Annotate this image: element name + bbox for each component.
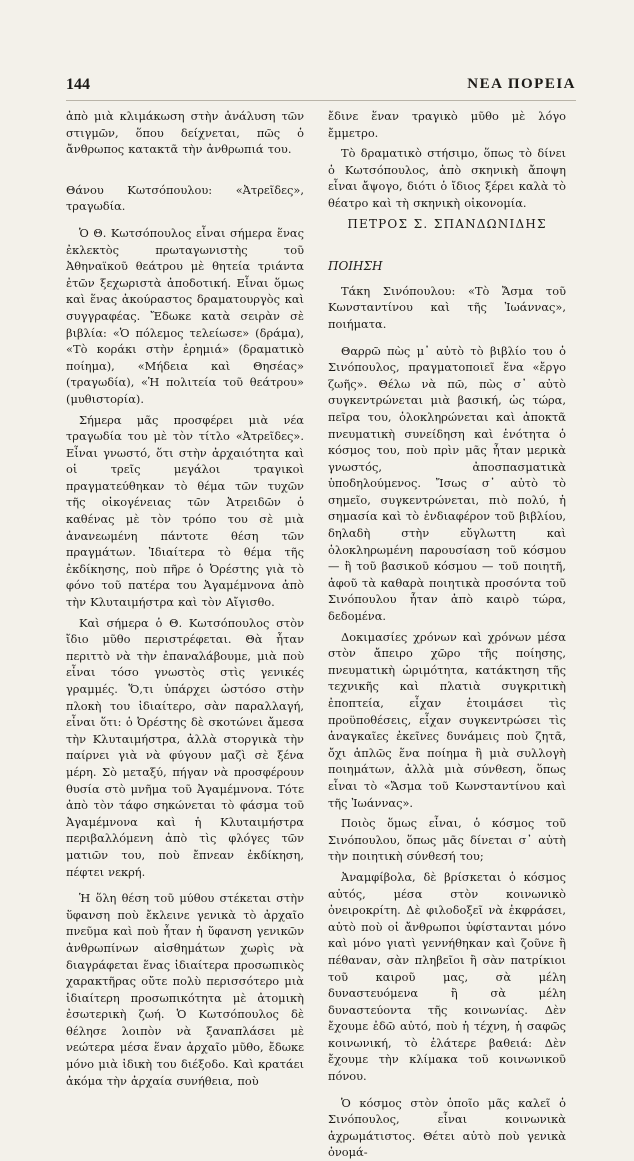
review-heading: Θάνου Κωτσόπουλου: «Ἀτρεῖδες», τραγωδία. <box>66 182 304 214</box>
paragraph: Ἀναμφίβολα, δὲ βρίσκεται ὁ κόσμος αὐτός, μέσα στὸν κοινωνικὸ ὀνειροκρίτη. Δὲ φιλοδοξεῖ νὰ ἐκφράσει, αὐτὸ ποὺ οἱ ἄνθρωποι ὑφίστανται μόνο καὶ μόνο γιατὶ γεννήθηκαν καὶ ζοῦνε ἢ πέθαναν, σὰν πληβεῖοι ἢ σὰν πατρίκιοι τοῦ καιροῦ μας, σὰ μέλη δυναστευόμενα ἢ σὰ μέλη δυναστεύοντα τῆς κοινωνίας. Δὲν ἔχουμε ἐδῶ αὐτό, ποὺ ἡ τέχνη, ἡ σαφῶς κοινωνική, τὸ ἐλάτερε βαθειά: Δὲν ἔχουμε τὴν κλίμακα τοῦ κοινωνικοῦ πόνου. <box>328 869 566 1084</box>
paragraph: Ὁ κόσμος στὸν ὁποῖο μᾶς καλεῖ ὁ Σινόπουλος, εἶναι κοινωνικὰ ἀχρωμάτιστος. Θέτει αὐτὸ ποὺ γενικὰ ὀνομά- <box>328 1095 566 1160</box>
header-rule <box>66 100 576 101</box>
page-header <box>66 76 576 98</box>
right-column <box>328 108 566 1160</box>
paragraph: Δοκιμασίες χρόνων καὶ χρόνων μέσα στὸν ἄπειρο χῶρο τῆς ποίησης, πνευματικὴ ὡριμότητα, κατάκτηση τῆς τεχνικῆς καὶ πλατιὰ συγκριτικὴ ἐποπτεία, εἶχαν ἑτοιμάσει τὶς προϋποθέσεις, εἶχαν συγκεντρώσει τὶς ἀναγκαῖες ἐκεῖνες δυνάμεις ποὺ ζητᾶ, ὄχι ἁπλῶς ἕνα ποίημα ἢ μιὰ συλλογὴ ποιημάτων, ἀλλὰ μιὰ σύνθεση, ὅπως εἶναι τὸ «Ἄσμα τοῦ Κωνσταντίνου καὶ τῆς Ἰωάννας». <box>328 629 566 810</box>
page-number: 144 <box>66 76 90 93</box>
review-heading: Τάκη Σινόπουλου: «Τὸ Ἄσμα τοῦ Κωνσταντίνου καὶ τῆς Ἰωάννας», ποιήματα. <box>328 283 566 331</box>
journal-title: ΝΕΑ ΠΟΡΕΙΑ <box>467 76 576 92</box>
paragraph: ἀπὸ μιὰ κλιμάκωση στὴν ἀνάλυση τῶν στιγμῶν, ὅπου δείχνεται, πῶς ὁ ἄνθρωπος κατακτᾶ τὴν ἀνθρωπιά του. <box>66 109 304 157</box>
paragraph: Ὁ Θ. Κωτσόπουλος εἶναι σήμερα ἕνας ἐκλεκτὸς πρωταγωνιστὴς τοῦ Ἀθηναϊκοῦ θεάτρου μὲ θητεία τριάντα ἐτῶν ξεχωριστὰ ἀποδοτική. Εἶναι ὅμως καὶ ἕνας ἀκούραστος δραματουργὸς καὶ συγγραφέας. Ἔδωκε κατὰ σειρὰν σὲ βιβλία: «Ὁ πόλεμος τελείωσε» (δράμα), «Τὸ κοράκι στὴν ἐρημιά» (δραματικὸ ποίημα), «Μήδεια καὶ Θησέας» (τραγωδία), «Ἡ πολιτεία τοῦ θεάτρου» (μυθιστορία). <box>66 225 304 406</box>
paragraph: Ἡ ὅλη θέση τοῦ μύθου στέκεται στὴν ὕφανση ποὺ ἔκλεινε γενικὰ τὸ ἀρχαῖο πνεῦμα καὶ ποὺ ἦταν ἡ ὕφανση γενικῶν ἀνθρωπίνων αἰσθημάτων χωρὶς νὰ διαγράφεται ἕνας ἰδιαίτερα προσωπικὸς χαρακτῆρας οὔτε πολὺ περισσότερο μιὰ ἰδιαίτερη προσωπικότητα μὲ ἀτομικὴ ἐσωτερικὴ ζωή. Ὁ Κωτσόπουλος δὲ θέλησε λοιπὸν νὰ ξαναπλάσει μὲ νεώτερα μέσα ἕναν ἀρχαῖο μῦθο, ἔδωκε μόνο μιὰ ἰδικὴ του διέξοδο. Καὶ κρατάει ἀκόμα τὴν ἀρχαία συνήθεια, ποὺ <box>66 891 304 1088</box>
paragraph: Ποιὸς ὅμως εἶναι, ὁ κόσμος τοῦ Σινόπουλου, ὅπως μᾶς δίνεται σ᾽ αὐτὴ τὴν ποιητικὴ σύνθεσή του; <box>328 816 566 864</box>
paragraph: ἔδινε ἕναν τραγικὸ μῦθο μὲ λόγο ἔμμετρο. <box>328 109 566 140</box>
section-label: ΠΟΙΗΣΗ <box>328 259 383 274</box>
paragraph: Καὶ σήμερα ὁ Θ. Κωτσόπουλος στὸν ἴδιο μῦθο περιστρέφεται. Θὰ ἦταν περιττὸ νὰ τὴν ἐπαναλάβουμε, μιὰ ποὺ εἶναι τόσο γνωστὸς στὶς γενικές γραμμές. Ὅ,τι ὑπάρχει ὡστόσο στὴν πλοκὴ του ἰδιαίτερο, σὰν παραλλαγή, εἶναι ὅτι: ὁ Ὀρέστης δὲ σκοτώνει ἄμεσα τὴν Κλυταιμήστρα, ἀλλὰ στοργικὰ τὴν παίρνει γιὰ νὰ φύγουν μαζὶ σὲ ξένα μέρη. Σὸ μεταξύ, πήγαν νὰ προσφέρουν θυσία στὸ μνῆμα τοῦ Ἀγαμέμνονα. Τότε ἀπὸ τὸν τάφο σηκώνεται τὸ φάσμα τοῦ Ἀγαμέμνονα καὶ ἡ Κλυταιμήστρα περιβαλλόμενη ἀπὸ τὶς φλόγες τῶν ματιῶν του, ποὺ ἔπνεαν ἐκδίκηση, πέφτει νεκρή. <box>66 615 304 879</box>
paragraph: Τὸ δραματικὸ στήσιμο, ὅπως τὸ δίνει ὁ Κωτσόπουλος, ἀπὸ σκηνικὴ ἄποψη εἶναι ἄψογο, διότι ὁ ἴδιος ξέρει καλὰ τὸ θέατρο καὶ τὴ σκηνικὴ οἰκονομία. <box>328 146 566 210</box>
paragraph: Σήμερα μᾶς προσφέρει μιὰ νέα τραγωδία του μὲ τὸν τίτλο «Ἀτρεῖδες». Εἶναι γνωστό, ὅτι στὴν ἀρχαιότητα καὶ οἱ τρεῖς μεγάλοι τραγικοὶ πραγματεύθηκαν τὸ θέμα τῶν τυχῶν τῆς οἰκογένειας τῶν Ἀτρειδῶν ὁ καθένας μὲ τὸν τρόπο του σὲ μιὰ ἀνανεωμένη πάντοτε θέση τῶν πραγμάτων. Ἰδιαίτερα τὸ θέμα τῆς ἐκδίκησης, ποὺ πῆρε ὁ Ὀρέστης γιὰ τὸ φόνο τοῦ πατέρα του Ἀγαμέμνονα ἀπὸ τὴν Κλυταιμήστρα καὶ τὸν Αἴγισθο. <box>66 412 304 610</box>
left-column <box>66 108 304 1088</box>
paragraph: Θαρρῶ πὼς μ᾽ αὐτὸ τὸ βιβλίο του ὁ Σινόπουλος, πραγματοποιεῖ ἕνα «ἔργο ζωῆς». Θέλω νὰ πῶ, πὼς σ᾽ αὐτὸ συγκεντρώνεται μιὰ βασική, ὡς τώρα, πεῖρα του, ὁλοκληρώνεται καὶ ἀποκτᾶ πνευματικὴ συνείδηση καὶ ἑνότητα ὁ κόσμος του, ποὺ πρὶν μᾶς ἦταν μερικὰ γνωστός, ἀποσπασματικὰ ὑποδηλούμενος. Ἴσως σ᾽ αὐτὸ τὸ σημεῖο, συγκεντρώνεται, πιὸ πολύ, ἡ σημασία καὶ τὸ ἐνδιαφέρον τοῦ βιβλίου, δηλαδὴ στὴν εὔγλωττη καὶ ὁλοκληρωμένη παρουσίαση τοῦ κόσμου — ἢ τοῦ βασικοῦ κόσμου — τοῦ ποιητῆ, ἀφοῦ τὰ καθαρὰ ποιητικὰ προσόντα τοῦ Σινόπουλου ἦταν ἀπὸ καιρὸ τώρα, δεδομένα. <box>328 343 566 624</box>
author-signature: ΠΕΤΡΟΣ Σ. ΣΠΑΝΔΩΝΙΔΗΣ <box>347 216 547 231</box>
